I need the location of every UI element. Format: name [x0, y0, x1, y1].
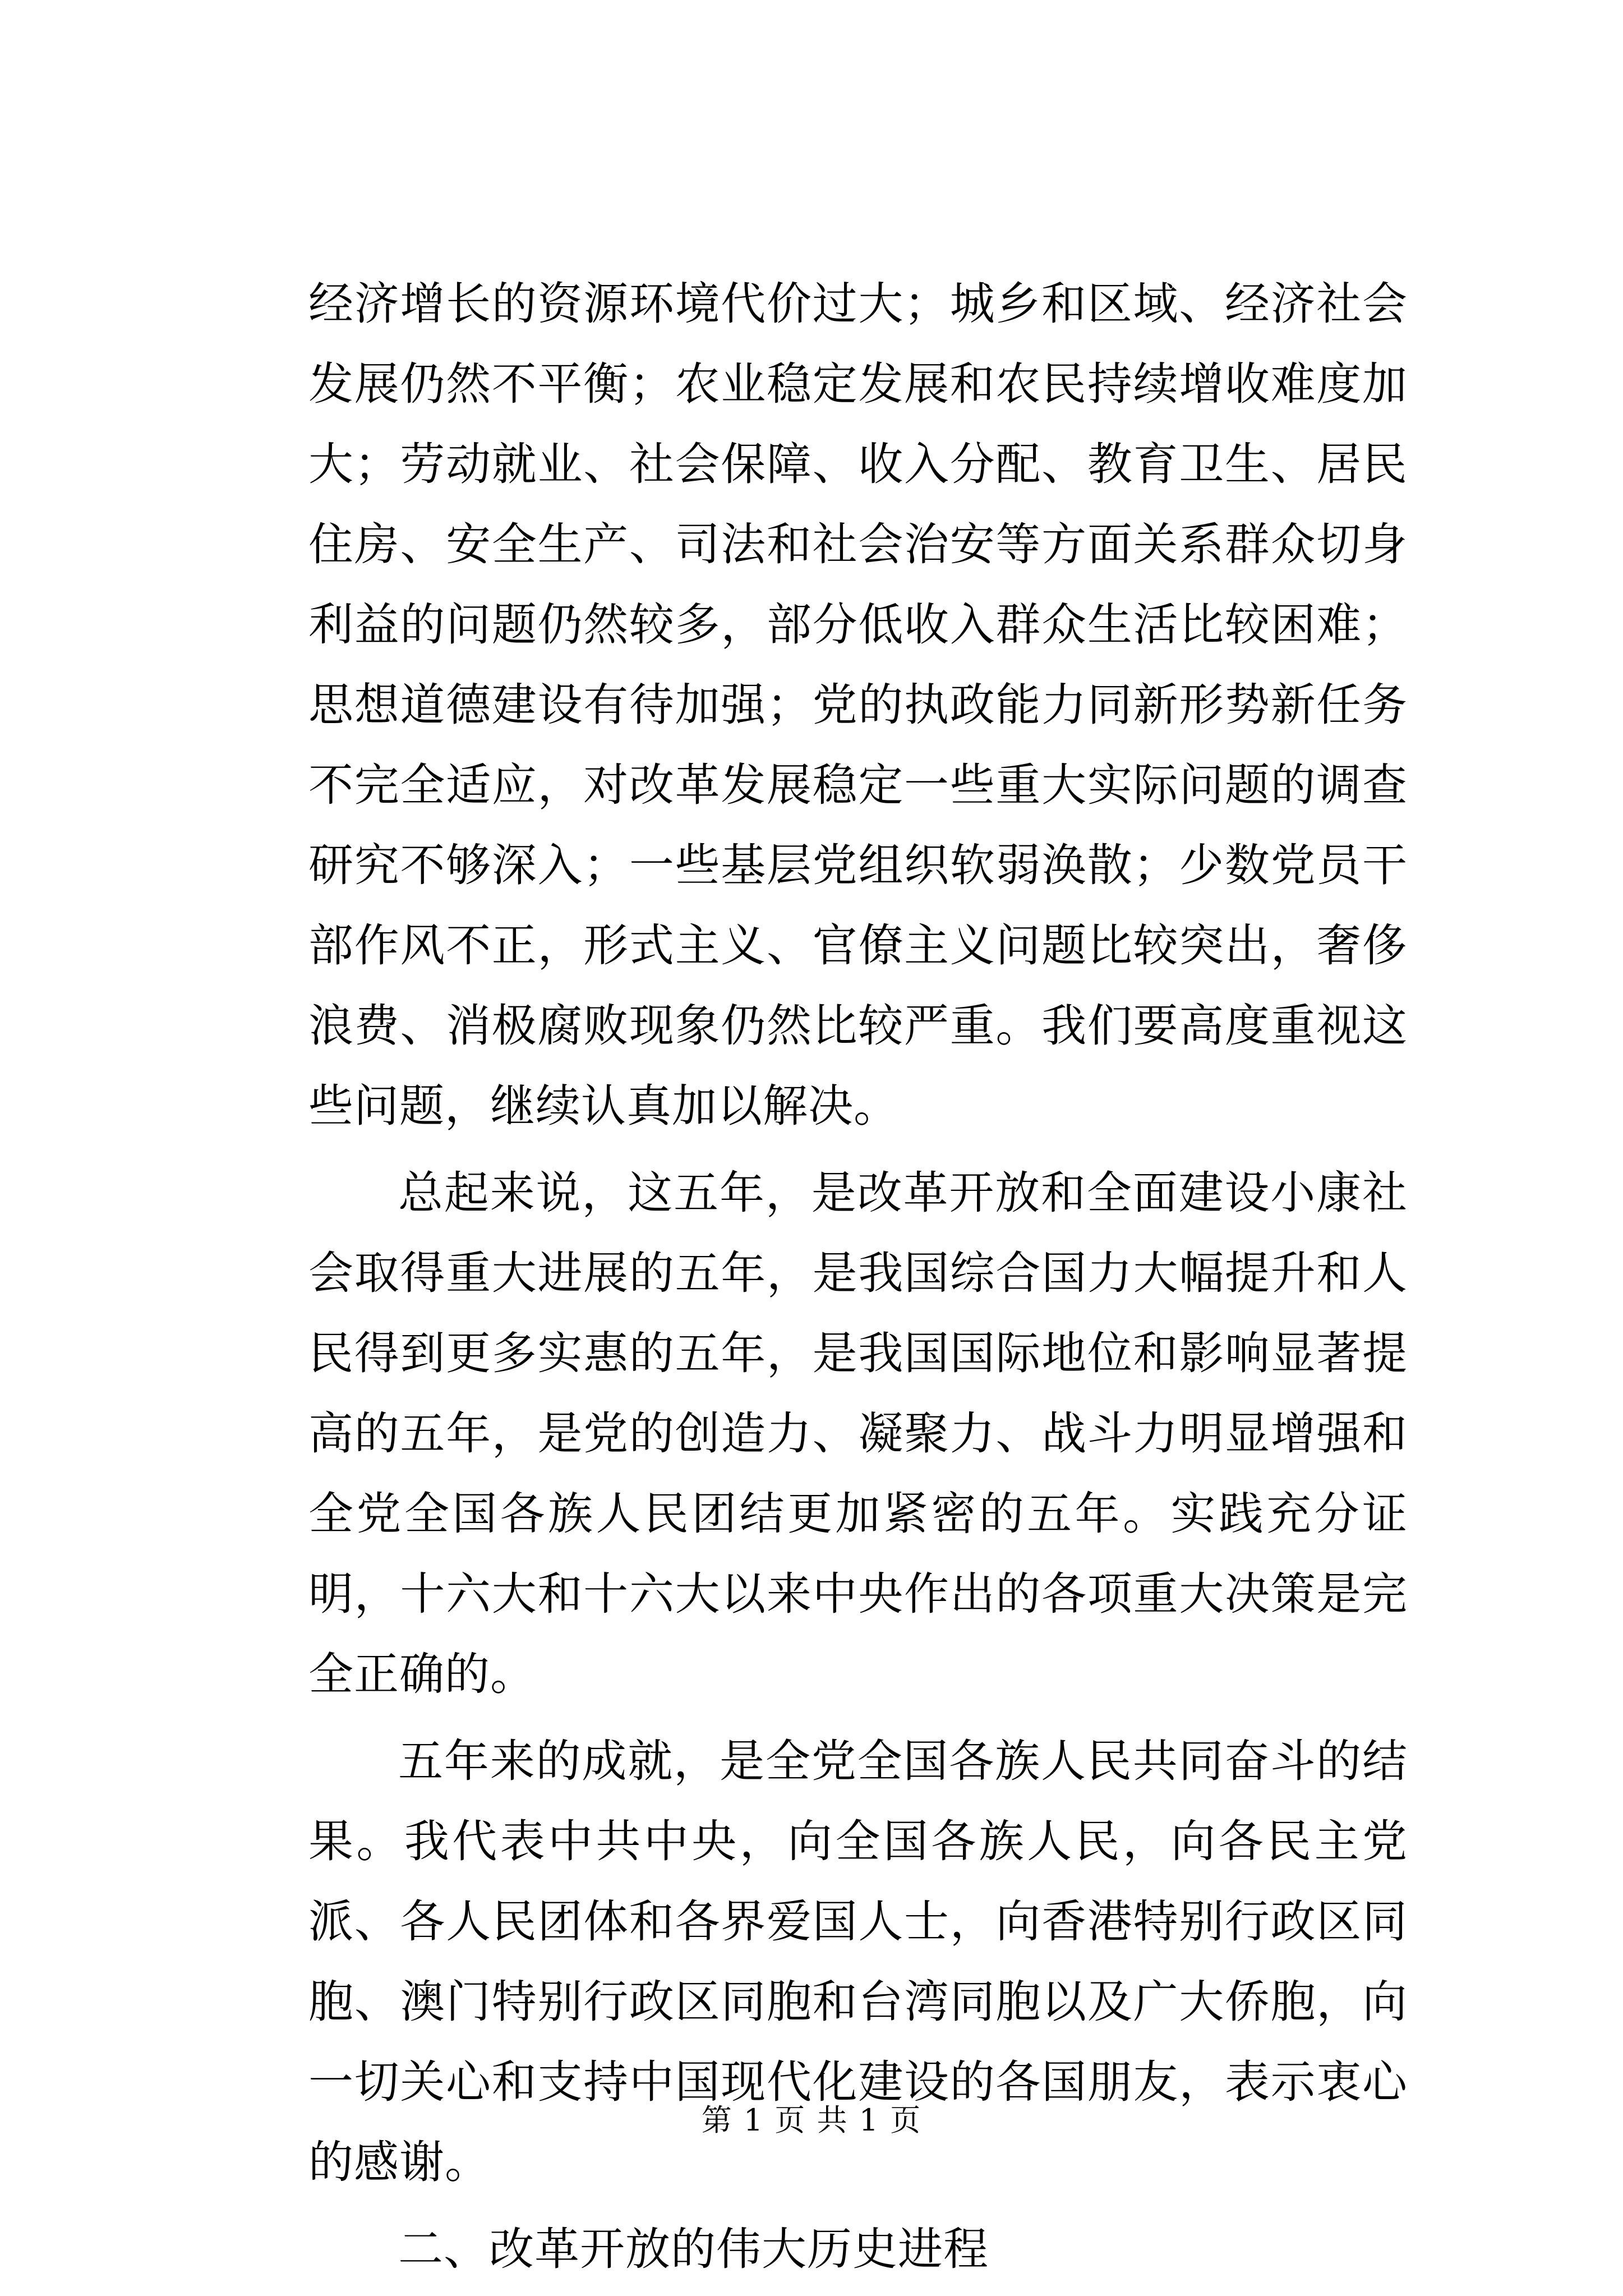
paragraph-2: 总起来说，这五年，是改革开放和全面建设小康社会取得重大进展的五年，是我国综合国力大幅提升和人民得到更多实惠的五年，是我国国际地位和影响显著提高的五年，是党的创造力、凝聚力、战斗力明显增强和全党全国各族人民团结更加紧密的五年。实践充分证明，十六大和十六大以来中央作出的各项重大决策是完全正确的。: [308, 1167, 1408, 1700]
paragraph-3: 五年来的成就，是全党全国各族人民共同奋斗的结果。我代表中共中央，向全国各族人民，向各民主党派、各人民团体和各界爱国人士，向香港特别行政区同胞、澳门特别行政区同胞和台湾同胞以及广大侨胞，向一切关心和支持中国现代化建设的各国朋友，表示衷心的感谢。: [308, 1735, 1408, 2188]
paragraph-1: 经济增长的资源环境代价过大；城乡和区域、经济社会发展仍然不平衡；农业稳定发展和农民持续增收难度加大；劳动就业、社会保障、收入分配、教育卫生、居民住房、安全生产、司法和社会治安等方面关系群众切身利益的问题仍然较多，部分低收入群众生活比较困难；思想道德建设有待加强；党的执政能力同新形势新任务不完全适应，对改革发展稳定一些重大实际问题的调查研究不够深入；一些基层党组织软弱涣散；少数党员干部作风不正，形式主义、官僚主义问题比较突出，奢侈浪费、消极腐败现象仍然比较严重。我们要高度重视这些问题，继续认真加以解决。: [308, 278, 1408, 1132]
page-number-footer: 第 1 页 共 1 页: [701, 2102, 922, 2138]
section-heading: 二、改革开放的伟大历史进程: [398, 2223, 989, 2275]
document-body: [308, 264, 1408, 2289]
